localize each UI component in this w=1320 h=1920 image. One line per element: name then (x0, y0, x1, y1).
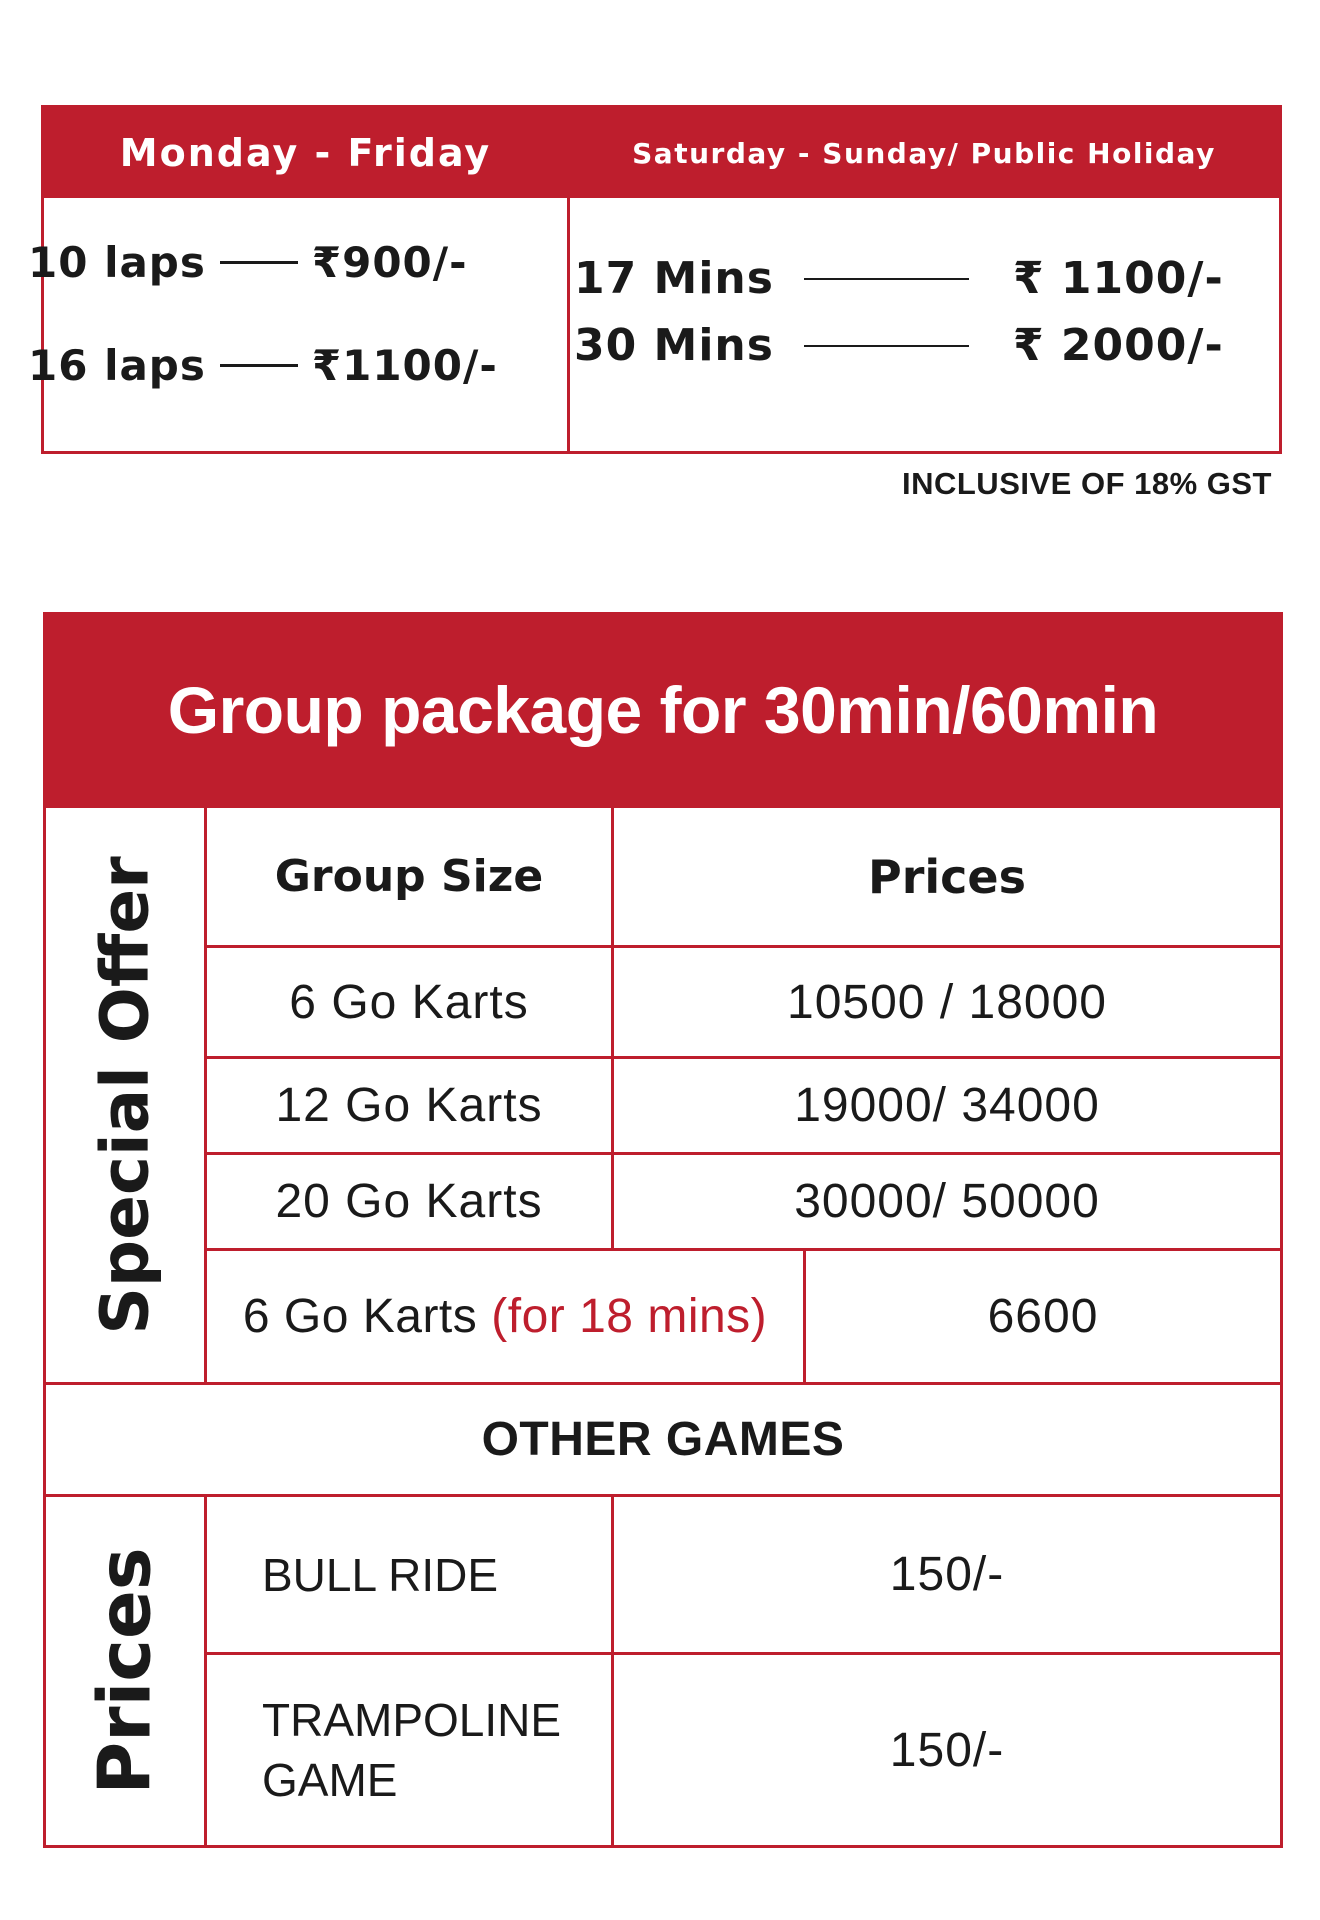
special-offer-price-cell: 6600 (987, 1290, 1099, 1343)
special-offer-size-cell (207, 1251, 803, 1382)
weekday-header: Monday - Friday (44, 108, 567, 198)
group-price-cell: 10500 / 18000 (787, 975, 1107, 1029)
game-price-cell: 150/- (889, 1723, 1005, 1777)
prices-side-label (46, 1497, 204, 1845)
weekend-rate-label: 30 Mins (574, 320, 774, 371)
group-package-title: Group package for 30min/60min (43, 612, 1283, 808)
special-offer-side-label (46, 808, 204, 1382)
game-name-cell: BULL RIDE (262, 1548, 499, 1601)
game-price-cell: 150/- (889, 1548, 1005, 1601)
weekday-rate-label: 10 laps (28, 238, 206, 287)
weekday-rate-row (28, 238, 468, 287)
special-offer-text: Special Offer (86, 855, 164, 1335)
group-size-column-header: Group Size (274, 851, 544, 902)
table-border-right (1280, 808, 1283, 1848)
group-size-cell: 12 Go Karts (275, 1079, 543, 1132)
other-games-heading: OTHER GAMES (481, 1413, 845, 1466)
weekend-rate-row (574, 253, 1224, 304)
weekend-rate-row (574, 320, 1224, 371)
weekend-header: Saturday - Sunday/ Public Holiday (569, 108, 1279, 198)
group-price-cell: 30000/ 50000 (794, 1175, 1100, 1228)
table-border-bottom (43, 1845, 1283, 1848)
group-size-cell: 20 Go Karts (275, 1175, 543, 1228)
weekend-rate-price: ₹ 2000/- (1013, 320, 1224, 371)
weekend-rate-label: 17 Mins (574, 253, 774, 304)
weekday-rate-price: ₹1100/- (311, 341, 498, 390)
special-offer-size: 6 Go Karts (242, 1290, 478, 1343)
weekday-rate-price: ₹900/- (311, 238, 468, 287)
column-divider (567, 108, 570, 451)
prices-column-header: Prices (867, 849, 1026, 904)
leader-line (804, 278, 969, 280)
group-size-cell: 6 Go Karts (289, 975, 529, 1029)
weekday-rate-row (28, 341, 498, 390)
leader-line (220, 261, 298, 264)
leader-line (804, 345, 969, 347)
gst-note: INCLUSIVE OF 18% GST (901, 466, 1272, 501)
weekday-rate-label: 16 laps (28, 341, 206, 390)
leader-line (220, 364, 298, 367)
game-name-cell: TRAMPOLINE GAME (262, 1694, 562, 1806)
weekend-rate-price: ₹ 1100/- (1013, 253, 1224, 304)
group-price-cell: 19000/ 34000 (794, 1079, 1100, 1132)
prices-side-text: Prices (83, 1547, 168, 1795)
special-offer-duration-note: (for 18 mins) (491, 1290, 768, 1343)
group-package-table (43, 808, 1283, 1848)
